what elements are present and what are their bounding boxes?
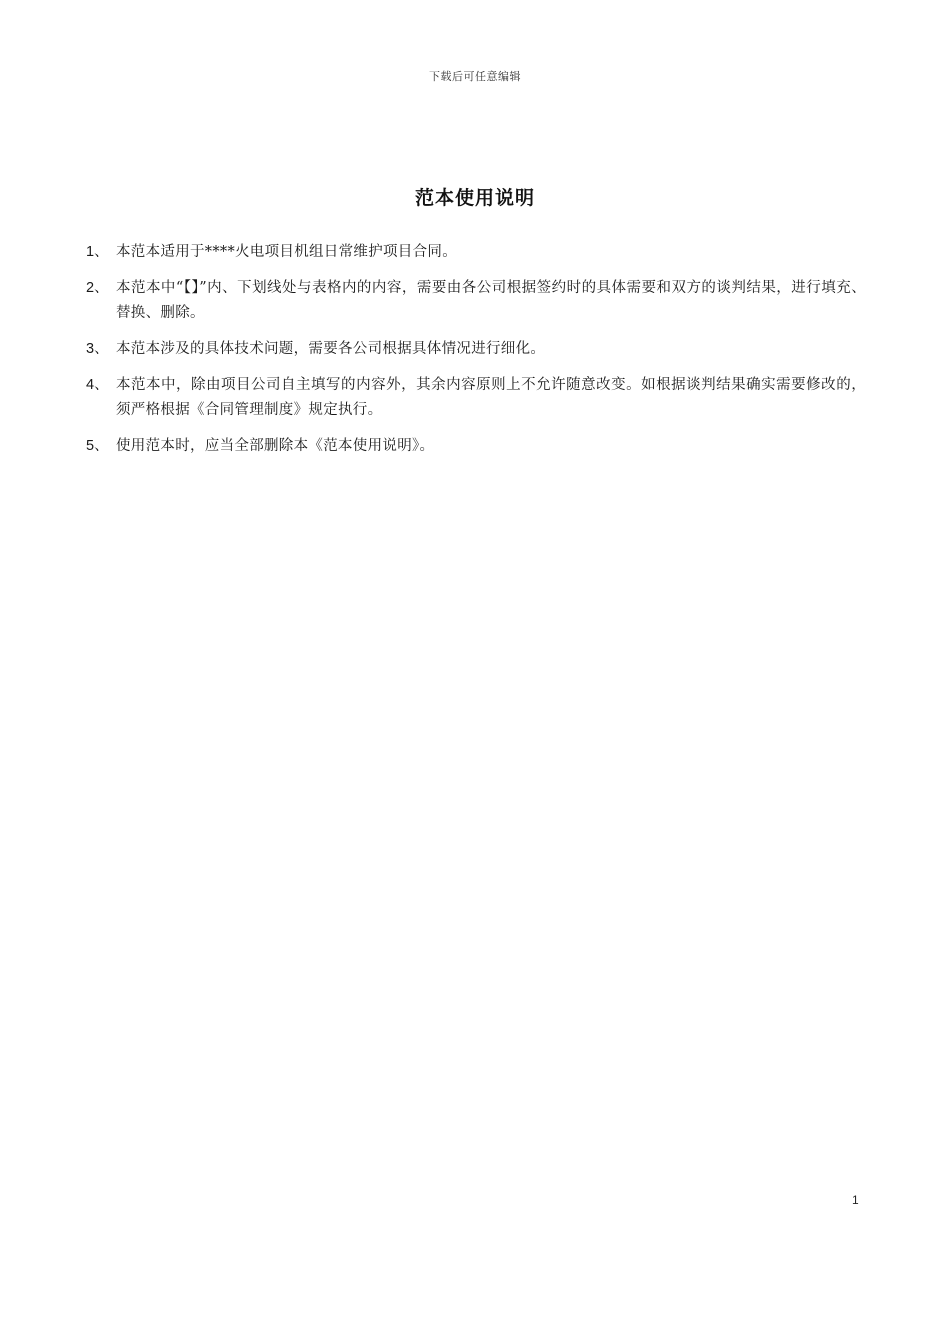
item-number: 5、 — [86, 438, 109, 454]
item-text: 使用范本时，应当全部删除本《范本使用说明》。 — [116, 438, 435, 454]
page-number: 1 — [852, 1193, 859, 1207]
page-title: 范本使用说明 — [414, 187, 535, 209]
header-note: 下载后可任意编辑 — [429, 70, 521, 83]
item-number: 2、 — [86, 280, 109, 296]
instruction-list — [86, 240, 866, 470]
list-item — [86, 434, 866, 459]
item-number: 4、 — [86, 377, 109, 393]
item-number: 3、 — [86, 341, 109, 357]
list-item — [86, 373, 866, 423]
list-item — [86, 240, 866, 265]
item-text: 本范本涉及的具体技术问题，需要各公司根据具体情况进行细化。 — [116, 341, 546, 357]
item-text: 本范本适用于****火电项目机组日常维护项目合同。 — [116, 244, 457, 260]
list-item — [86, 337, 866, 362]
list-item — [86, 276, 866, 326]
item-number: 1、 — [86, 244, 109, 260]
item-text: 本范本中，除由项目公司自主填写的内容外，其余内容原则上不允许随意改变。如根据谈判结果确实需要修改的，须严格根据《合同管理制度》规定执行。 — [116, 377, 866, 418]
item-text: 本范本中“【】”内、下划线处与表格内的内容，需要由各公司根据签约时的具体需要和双方的谈判结果，进行填充、替换、删除。 — [116, 280, 866, 321]
